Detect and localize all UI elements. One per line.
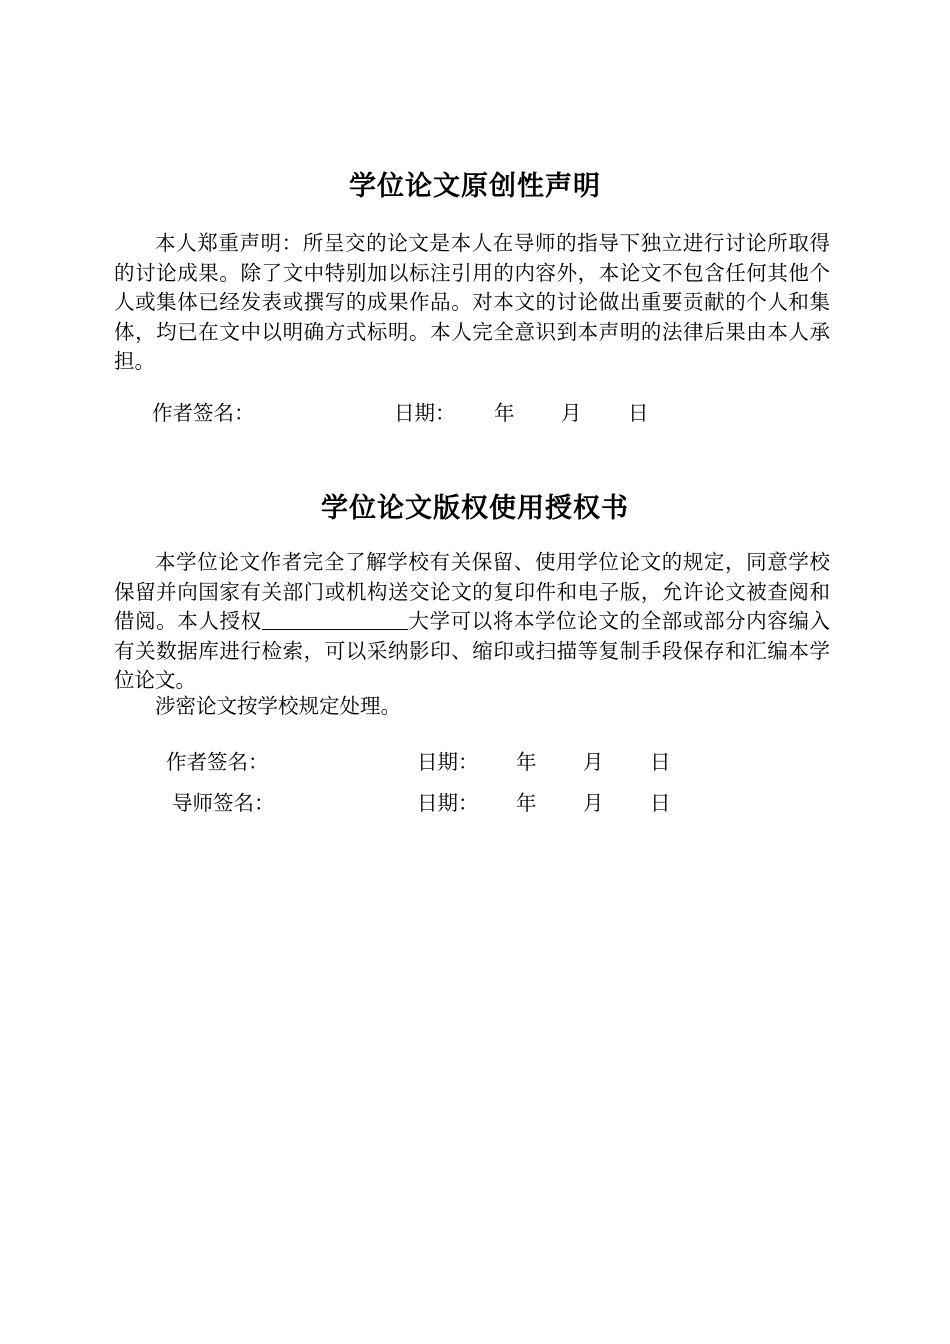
month-label: 月 — [583, 750, 604, 774]
authorization-body — [114, 548, 830, 696]
authorization-supervisor-signature-row — [172, 789, 932, 817]
year-label: 年 — [516, 750, 537, 774]
date-label: 日期： — [417, 750, 479, 774]
authorization-title: 学位论文版权使用授权书 — [321, 493, 629, 524]
authorization-body-after-blank: 大学可以将本学位论文的全部或部分内容编入有关数据库进行检索，可以采纳影印、缩印或扫描等复制手段保存和汇编本学位论文。 — [114, 609, 831, 693]
author-signature-label: 作者签名： — [166, 750, 269, 774]
day-label: 日 — [628, 401, 649, 425]
year-label: 年 — [516, 791, 537, 815]
day-label: 日 — [650, 791, 671, 815]
month-label: 月 — [561, 401, 582, 425]
authorization-author-signature-row — [166, 748, 926, 776]
authorization-body-before-blank: 本学位论文作者完全了解学校有关保留、使用学位论文的规定，同意学校保留并向国家有关部门或机构送交论文的复印件和电子版，允许论文被查阅和借阅。本人授权 — [114, 550, 830, 634]
secret-thesis-note: 涉密论文按学校规定处理。 — [155, 694, 401, 718]
declaration-signature-row — [152, 399, 912, 427]
year-label: 年 — [494, 401, 515, 425]
university-name-blank — [262, 609, 408, 630]
declaration-title: 学位论文原创性声明 — [349, 171, 601, 202]
month-label: 月 — [583, 791, 604, 815]
supervisor-signature-label: 导师签名： — [172, 791, 275, 815]
date-label: 日期： — [394, 401, 456, 425]
declaration-body: 本人郑重声明：所呈交的论文是本人在导师的指导下独立进行讨论所取得的讨论成果。除了文中特别加以标注引用的内容外，本论文不包含任何其他个人或集体已经发表或撰写的成果作品。对本文的讨论做出重要贡献的个人和集体，均已在文中以明确方式标明。本人完全意识到本声明的法律后果由本人承担。 — [114, 231, 830, 374]
author-signature-label: 作者签名： — [152, 401, 255, 425]
day-label: 日 — [650, 750, 671, 774]
date-label: 日期： — [417, 791, 479, 815]
